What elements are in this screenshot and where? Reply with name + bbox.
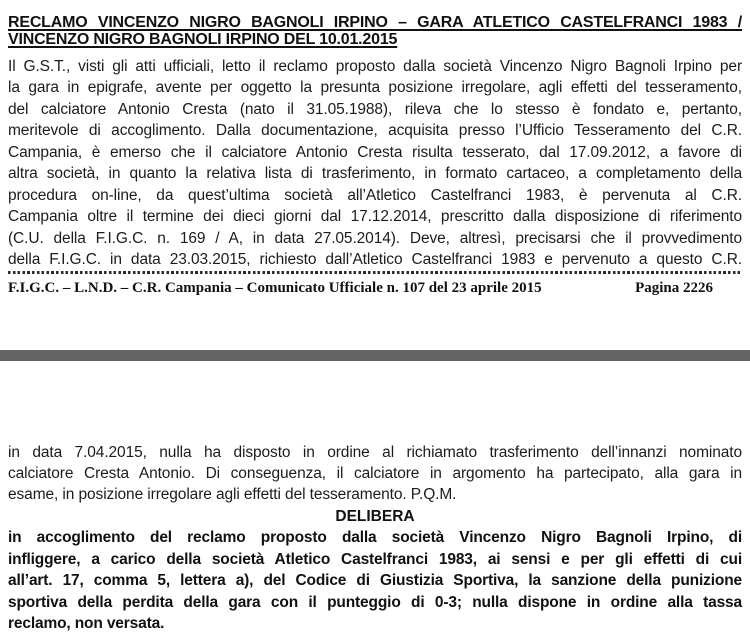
text-line: RECLAMO VINCENZO NIGRO BAGNOLI IRPINO – GARA ATLETICO CASTELFRANCI 1983 /	[8, 14, 742, 31]
text-line: Il G.S.T., visti gli atti ufficiali, letto il reclamo proposto dalla società Vincenzo Nigro Bagnoli Irpino per	[8, 58, 742, 75]
delibera-heading: DELIBERA	[335, 507, 415, 525]
page1-body-paragraph	[8, 56, 742, 271]
text-line: Campania, è emerso che il calciatore Antonio Cresta risulta tesserato, dal 17.09.2012, a favore di	[8, 143, 742, 161]
text-line: reclamo, non versata.	[8, 615, 165, 632]
text-line: all’art. 17, comma 5, lettera a), del Codice di Giustizia Sportiva, la sanzione della punizione	[8, 572, 742, 590]
text-line: infliggere, a carico della società Atletico Castelfranci 1983, ai sensi e per gli effetti di cui	[8, 550, 742, 568]
page1-section	[0, 0, 750, 298]
text-line: in accoglimento del reclamo proposto dalla società Vincenzo Nigro Bagnoli Irpino, di	[8, 529, 742, 547]
page-break-bar	[0, 350, 750, 361]
footer-communique-label: F.I.G.C. – L.N.D. – C.R. Campania – Comunicato Ufficiale n. 107 del 23 aprile 2015	[8, 279, 542, 296]
text-line: esame, in posizione irregolare agli effetti del tesseramento. P.Q.M.	[8, 486, 457, 504]
text-line: VINCENZO NIGRO BAGNOLI IRPINO DEL 10.01.2015	[8, 30, 398, 48]
text-line: altra società, in quanto la relativa lista di trasferimento, in formato cartaceo, a completamento della	[8, 165, 742, 183]
page1-title	[8, 0, 742, 48]
text-line: Campania oltre il termine dei dieci giorni dal 17.12.2014, prescritto dalla disposizione di riferimento	[8, 208, 742, 226]
page2-body-paragraph	[8, 442, 742, 506]
footer-page-number: Pagina 2226	[635, 279, 713, 296]
text-line: della F.I.G.C. in data 23.03.2015, richiesto dall’Atletico Castelfranci 1983 e pervenuto a questo C.R.	[8, 251, 742, 269]
text-line: in data 7.04.2015, nulla ha disposto in ordine al richiamato trasferimento dell’innanzi nominato	[8, 443, 742, 461]
text-line: la gara in epigrafe, avente per oggetto la presunta posizione irregolare, agli effetti del tesseramento,	[8, 79, 742, 97]
footer-dotted-separator	[8, 271, 742, 274]
text-line: meritevole di accoglimento. Dalla documentazione, acquisita presso l’Ufficio Tesseramento del C.R.	[8, 122, 742, 140]
page2-section	[0, 442, 750, 632]
text-line: sportiva della perdita della gara con il punteggio di 0-3; nulla dispone in ordine alla tassa	[8, 593, 742, 611]
text-line: procedura on-line, da quest’ultima società all’Atletico Castelfranci 1983, è pervenuta al C.R.	[8, 186, 742, 204]
text-line: calciatore Cresta Antonio. Di conseguenza, il calciatore in argomento ha partecipato, alla gara in	[8, 464, 742, 482]
text-line: del calciatore Antonio Cresta (nato il 31.05.1988), rileva che lo stesso è fondato e, pertanto,	[8, 100, 742, 118]
text-line: (C.U. della F.I.G.C. n. 169 / A, in data 27.05.2014). Deve, altresì, precisarsi che il provvedimento	[8, 229, 742, 247]
page1-footer	[8, 271, 742, 298]
delibera-paragraph	[8, 527, 742, 632]
